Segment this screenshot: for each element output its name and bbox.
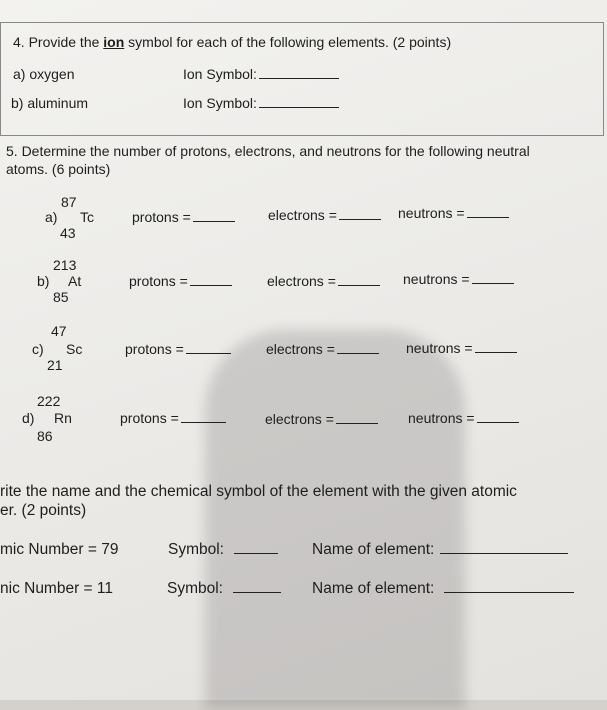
answer-blank[interactable] <box>444 591 574 593</box>
q5-heading-line1: 5. Determine the number of protons, electrons, and neutrons for the following neutral <box>6 143 530 159</box>
neutrons-label: neutrons = <box>406 340 473 356</box>
atom-d-protons[interactable] <box>120 410 226 426</box>
protons-label: protons = <box>132 209 191 225</box>
atom-a-letter: a) <box>45 209 58 225</box>
atom-b-protons[interactable] <box>129 273 232 289</box>
q6-symbol-field-11[interactable] <box>167 580 281 598</box>
answer-blank[interactable] <box>190 284 232 286</box>
atom-a-electrons[interactable] <box>268 207 381 223</box>
name-label: Name of element: <box>312 580 435 597</box>
atom-a-neutrons[interactable] <box>398 205 509 221</box>
symbol-label: Symbol: <box>168 541 224 558</box>
q6-symbol-field-79[interactable] <box>168 541 278 559</box>
q4-suffix: symbol for each of the following elements. (2 points) <box>124 34 452 50</box>
neutrons-label: neutrons = <box>403 271 470 287</box>
atom-d-neutrons[interactable] <box>408 410 519 426</box>
protons-label: protons = <box>129 273 188 289</box>
atom-c-number: 21 <box>47 357 63 373</box>
answer-blank[interactable] <box>336 422 378 424</box>
q4-ion-field-aluminum[interactable] <box>183 95 339 111</box>
answer-blank[interactable] <box>186 352 231 354</box>
q4-ion-label-oxygen: Ion Symbol: <box>183 66 257 82</box>
atom-b-number: 85 <box>53 289 69 305</box>
atom-c-symbol: Sc <box>66 341 83 357</box>
answer-blank[interactable] <box>472 282 514 284</box>
answer-blank[interactable] <box>339 218 381 220</box>
protons-label: protons = <box>125 341 184 357</box>
answer-blank[interactable] <box>477 421 519 423</box>
answer-blank[interactable] <box>338 284 380 286</box>
q4-prefix: 4. Provide the <box>13 34 104 50</box>
q6-atomic-number-79: mic Number = 79 <box>0 541 119 558</box>
electrons-label: electrons = <box>266 341 335 357</box>
atom-c-protons[interactable] <box>125 341 231 357</box>
q6-atomic-number-11: nic Number = 11 <box>0 580 114 597</box>
atom-b-letter: b) <box>37 273 50 289</box>
atom-b-neutrons[interactable] <box>403 271 514 287</box>
electrons-label: electrons = <box>265 411 334 427</box>
atom-d-letter: d) <box>22 410 35 426</box>
atom-c-letter: c) <box>32 341 44 357</box>
atom-d-number: 86 <box>37 428 53 444</box>
answer-blank[interactable] <box>467 216 509 218</box>
symbol-label: Symbol: <box>167 580 223 597</box>
atom-b-symbol: At <box>68 273 82 289</box>
q6-name-field-11[interactable] <box>312 580 574 598</box>
atom-d-symbol: Rn <box>54 410 72 426</box>
q4-label-oxygen: a) oxygen <box>13 66 75 82</box>
neutrons-label: neutrons = <box>408 410 475 426</box>
q4-heading <box>13 34 451 50</box>
answer-blank[interactable] <box>259 106 339 108</box>
neutrons-label: neutrons = <box>398 205 465 221</box>
q6-name-field-79[interactable] <box>312 541 568 559</box>
atom-b-electrons[interactable] <box>267 273 380 289</box>
atom-b-mass: 213 <box>53 257 77 273</box>
name-label: Name of element: <box>312 541 435 558</box>
answer-blank[interactable] <box>259 77 339 79</box>
atom-a-protons[interactable] <box>132 209 235 225</box>
q4-ion-word: ion <box>103 34 125 50</box>
atom-c-electrons[interactable] <box>266 341 379 357</box>
q6-heading-line2: er. (2 points) <box>0 502 87 519</box>
atom-a-symbol: Tc <box>80 209 94 225</box>
answer-blank[interactable] <box>193 220 235 222</box>
answer-blank[interactable] <box>440 552 568 554</box>
q4-ion-label-aluminum: Ion Symbol: <box>183 95 257 111</box>
answer-blank[interactable] <box>234 552 278 554</box>
atom-d-electrons[interactable] <box>265 411 378 427</box>
answer-blank[interactable] <box>181 421 226 423</box>
atom-a-number: 43 <box>60 225 76 241</box>
protons-label: protons = <box>120 410 179 426</box>
answer-blank[interactable] <box>475 351 517 353</box>
electrons-label: electrons = <box>267 273 336 289</box>
atom-d-mass: 222 <box>37 393 61 409</box>
hand-shadow <box>205 330 465 710</box>
atom-c-mass: 47 <box>51 323 67 339</box>
answer-blank[interactable] <box>337 352 379 354</box>
atom-a-mass: 87 <box>61 194 77 210</box>
electrons-label: electrons = <box>268 207 337 223</box>
q6-heading-line1: rite the name and the chemical symbol of the element with the given atomic <box>0 483 517 500</box>
q4-ion-field-oxygen[interactable] <box>183 66 339 82</box>
q5-heading-line2: atoms. (6 points) <box>6 161 111 177</box>
q4-label-aluminum: b) aluminum <box>11 95 89 111</box>
atom-c-neutrons[interactable] <box>406 340 517 356</box>
answer-blank[interactable] <box>233 591 281 593</box>
